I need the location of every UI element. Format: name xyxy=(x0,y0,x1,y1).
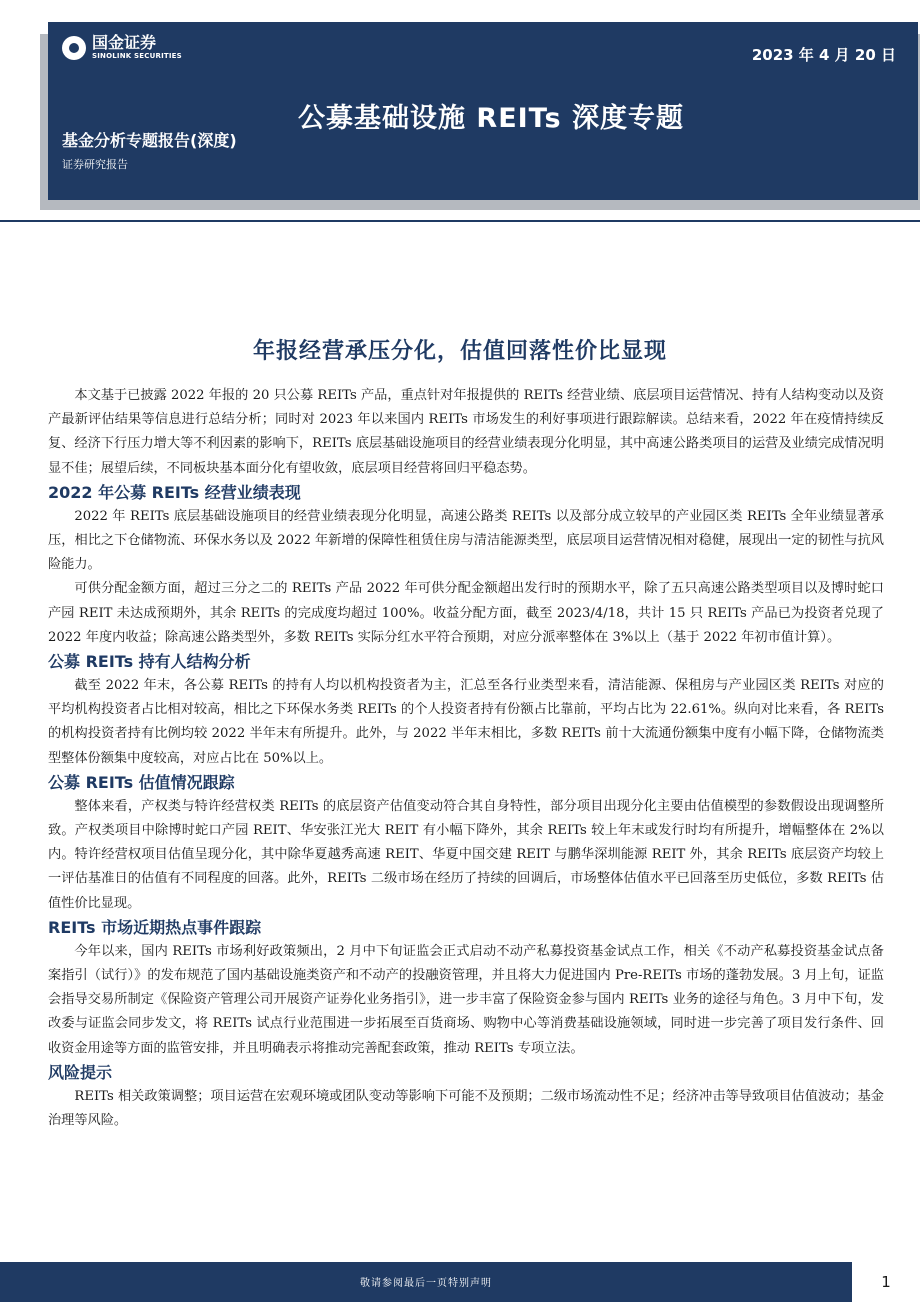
section-paragraph: 今年以来，国内 REITs 市场利好政策频出，2 月中下旬证监会正式启动不动产私募投资基金试点工作，相关《不动产私募投资基金试点备案指引（试行）》的发布规范了国内基础设施类资产和不动产的投融资管理，并且将大力促进国内 Pre-REITs 市场的蓬勃发展。3 月上旬，证监会指导交易所制定《保险资产管理公司开展资产证券化业务指引》，进一步丰富了保险资金参与国内 REITs 业务的途径与角色。3 月中下旬，发改委与证监会同步发文，将 REITs 试点行业范围进一步拓展至百货商场、购物中心等消费基础设施领域，同时进一步完善了项目发行条件、回收资金用途等方面的监管安排，并且明确表示将推动完善配套政策，推动 REITs 专项立法。 xyxy=(48,943,884,1056)
footer-notice: 敬请参阅最后一页特别声明 xyxy=(360,1278,492,1289)
footer-bar xyxy=(0,1262,852,1302)
logo-icon xyxy=(62,36,86,60)
section-paragraph: REITs 相关政策调整；项目运营在宏观环境或团队变动等影响下可能不及预期；二级市场流动性不足；经济冲击等导致项目估值波动；基金治理等风险。 xyxy=(48,1088,884,1129)
report-body xyxy=(48,384,884,1133)
header-divider xyxy=(0,220,920,222)
company-logo xyxy=(62,34,182,61)
report-title: 公募基础设施 REITs 深度专题 xyxy=(298,103,684,134)
section-paragraph: 整体来看，产权类与特许经营权类 REITs 的底层资产估值变动符合其自身特性，部分项目出现分化主要由估值模型的参数假设出现调整所致。产权类项目中除博时蛇口产园 REIT、华安张江光大 REIT 有小幅下降外，其余 REITs 较上年末或发行时均有所提升，增幅整体在 2%以内。特许经营权项目估值呈现分化，其中除华夏越秀高速 REIT、华夏中国交建 REIT 与鹏华深圳能源 REIT 外，其余 REITs 底层资产均较上一评估基准日的估值有不同程度的回落。此外，REITs 二级市场在经历了持续的回调后，市场整体估值水平已回落至历史低位，多数 REITs 估值性价比显现。 xyxy=(48,798,884,911)
page-number: 1 xyxy=(881,1273,891,1291)
section-heading-valuation: 公募 REITs 估值情况跟踪 xyxy=(48,772,235,792)
section-paragraph: 截至 2022 年末，各公募 REITs 的持有人均以机构投资者为主，汇总至各行业类型来看，清洁能源、保租房与产业园区类 REITs 对应的平均机构投资者占比相对较高，相比之下环保水务类 REITs 的个人投资者持有份额占比靠前，平均占比为 22.61%。纵向对比来看，各 REITs 的机构投资者持有比例均较 2022 半年末有所提升。此外，与 2022 半年末相比，多数 REITs 前十大流通份额集中度有小幅下降，仓储物流类型整体份额集中度较高，对应占比在 50%以上。 xyxy=(48,678,884,766)
intro-paragraph: 本文基于已披露 2022 年报的 20 只公募 REITs 产品，重点针对年报提供的 REITs 经营业绩、底层项目运营情况、持有人结构变动以及资产最新评估结果等信息进行总结分析；同时对 2023 年以来国内 REITs 市场发生的利好事项进行跟踪解读。总结来看，2022 年在疫情持续反复、经济下行压力增大等不利因素的影响下，REITs 底层基础设施项目的经营业绩表现分化明显，其中高速公路类项目的运营及业绩完成情况明显不佳；展望后续，不同板块基本面分化有望收敛，底层项目经营将回归平稳态势。 xyxy=(48,388,884,476)
report-type: 证券研究报告 xyxy=(62,158,128,171)
section-heading-events: REITs 市场近期热点事件跟踪 xyxy=(48,917,262,937)
logo-name-cn: 国金证券 xyxy=(92,33,157,52)
report-category: 基金分析专题报告(深度) xyxy=(62,131,237,150)
section-paragraph: 可供分配金额方面，超过三分之二的 REITs 产品 2022 年可供分配金额超出发行时的预期水平，除了五只高速公路类型项目以及博时蛇口产园 REIT 未达成预期外，其余 REITs 的完成度均超过 100%。收益分配方面，截至 2023/4/18，共计 15 只 REITs 产品已为投资者兑现了 2022 年度内收益；除高速公路类型外，多数 REITs 实际分红水平符合预期，对应分派率整体在 3%以上（基于 2022 年初市值计算）。 xyxy=(48,581,884,645)
report-header xyxy=(48,22,918,200)
report-headline: 年报经营承压分化，估值回落性价比显现 xyxy=(252,339,667,364)
section-paragraph: 2022 年 REITs 底层基础设施项目的经营业绩表现分化明显，高速公路类 REITs 以及部分成立较早的产业园区类 REITs 全年业绩显著承压，相比之下仓储物流、环保水务以及 2022 年新增的保障性租赁住房与清洁能源类型，底层项目运营情况相对稳健，展现出一定的韧性与抗风险能力。 xyxy=(48,508,884,573)
section-heading-holders: 公募 REITs 持有人结构分析 xyxy=(48,652,251,672)
logo-name-en: SINOLINK SECURITIES xyxy=(92,52,182,60)
section-heading-risk: 风险提示 xyxy=(48,1062,113,1082)
section-heading-performance: 2022 年公募 REITs 经营业绩表现 xyxy=(48,482,301,502)
report-date: 2023 年 4 月 20 日 xyxy=(751,46,896,64)
